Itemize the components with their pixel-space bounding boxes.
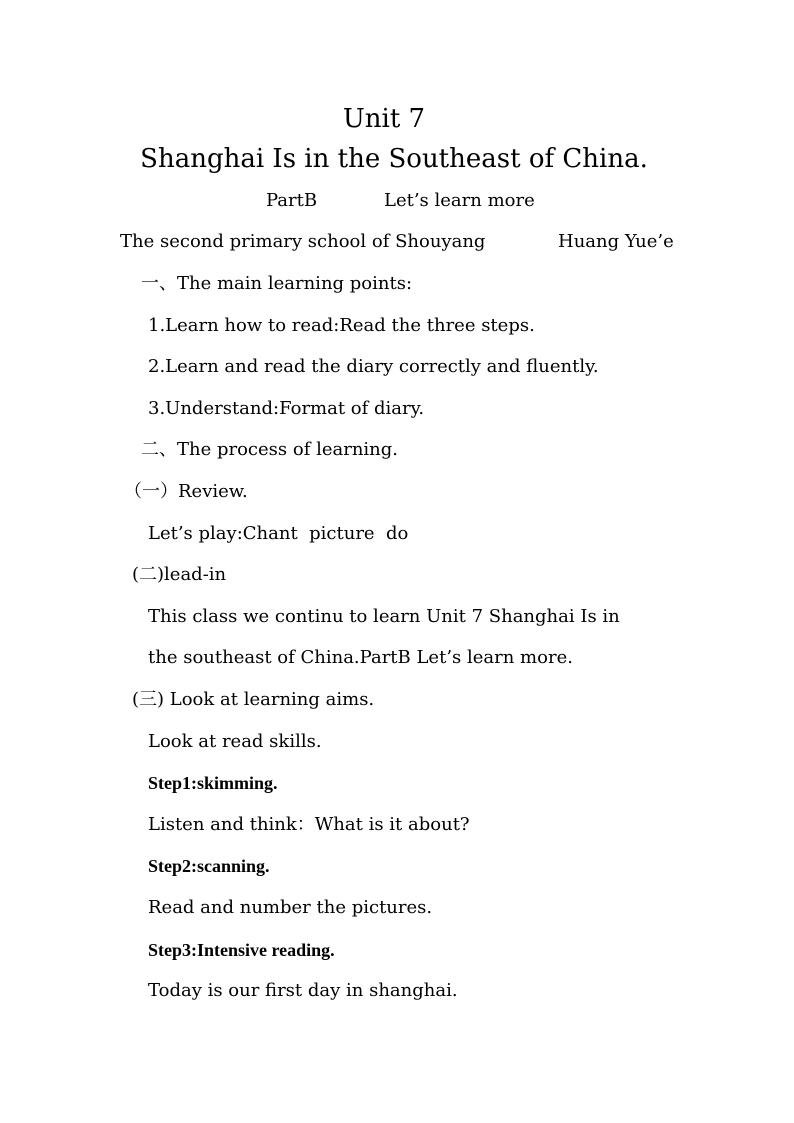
section-heading-process: 二、The process of learning. [141, 439, 399, 460]
leadin-text-line1: This class we continu to learn Unit 7 Shanghai Is in [148, 606, 620, 627]
review-text: Let’s play:Chant picture do [148, 523, 409, 544]
aims-text: Look at read skills. [148, 731, 322, 752]
step3-heading: Step3:Intensive reading. [148, 940, 335, 960]
section-heading-learning-points: 一、The main learning points: [141, 273, 413, 294]
aims-heading: (三) Look at learning aims. [132, 689, 375, 710]
learning-point: 2.Learn and read the diary correctly and fluently. [148, 356, 599, 377]
leadin-text-line2: the southeast of China.PartB Let’s learn more. [148, 647, 573, 668]
lesson-title: Shanghai Is in the Southeast of China. [140, 144, 648, 174]
step2-text: Read and number the pictures. [148, 897, 433, 918]
part-title: Let’s learn more [384, 190, 535, 211]
learning-point: 3.Understand:Format of diary. [148, 398, 425, 419]
leadin-heading: (二)lead-in [132, 564, 227, 585]
learning-point: 1.Learn how to read:Read the three steps. [148, 315, 535, 336]
part-label: PartB [266, 190, 318, 211]
step1-text: Listen and think：What is it about? [148, 814, 470, 835]
step3-text: Today is our first day in shanghai. [148, 980, 458, 1001]
unit-title: Unit 7 [342, 104, 426, 134]
step2-heading: Step2:scanning. [148, 856, 270, 876]
school-name: The second primary school of Shouyang [120, 231, 486, 252]
step1-heading: Step1:skimming. [148, 773, 278, 793]
review-heading: （一）Review. [124, 481, 248, 502]
author-name: Huang Yue’e [558, 231, 674, 252]
